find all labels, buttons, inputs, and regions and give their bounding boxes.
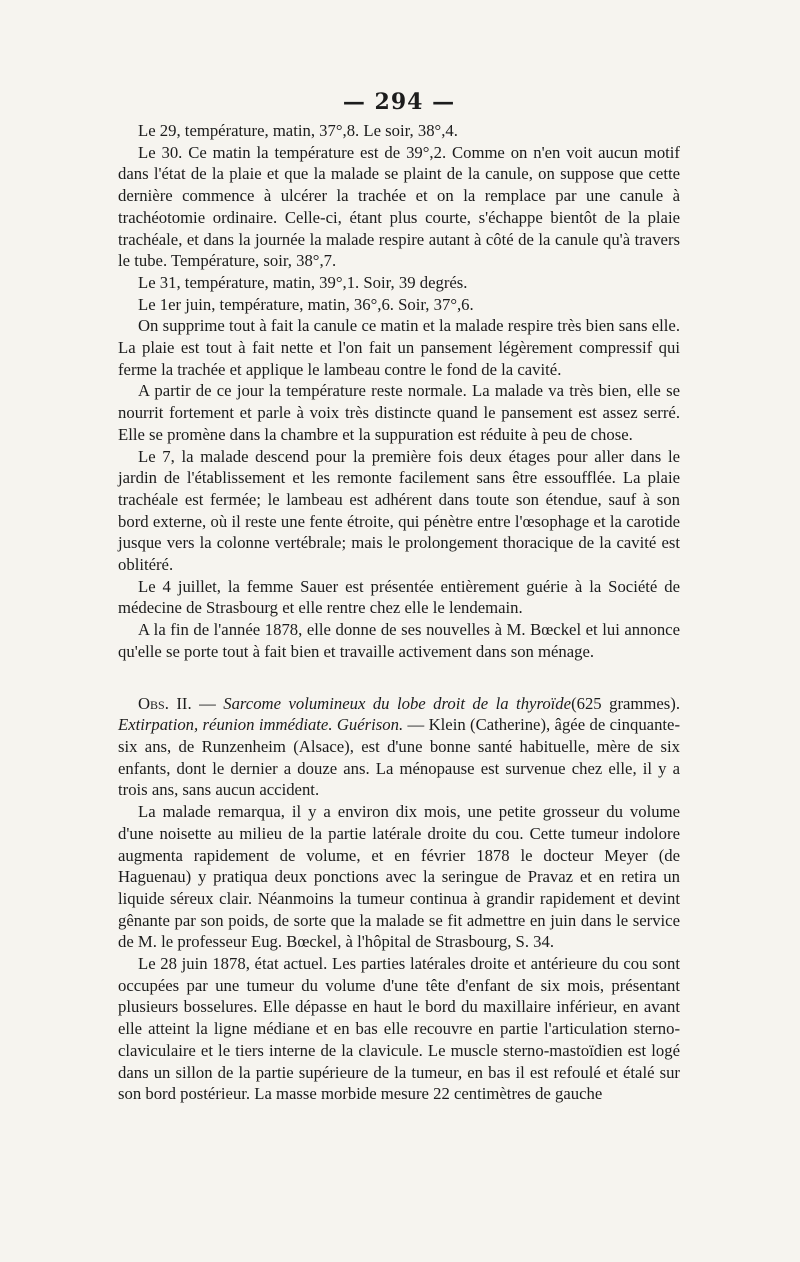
page-number: — 294 —: [342, 89, 456, 115]
paragraph-temp-29: Le 29, température, matin, 37°,8. Le soir, 38°,4.: [138, 121, 458, 140]
paragraph-history: La malade remarqua, il y a environ dix mois, une petite grosseur du volume d'une noisette au milieu de la partie latérale droite du cou. Cette tumeur indolore augmenta rapidement de volume, et en février 1878 le docteur Meyer (de Haguenau) y pratiqua deux ponctions avec la seringue de Pravaz et en retira un liquide séreux clair. Néanmoins la tumeur continua à grandir rapidement et devint gênante par son poids, de sorte que la malade se fit admettre en juin dans le service de M. le professeur Eug. Bœckel, à l'hôpital de Strasbourg, S. 34.: [118, 802, 680, 952]
paragraph-temperature-normal: A partir de ce jour la température reste normale. La malade va très bien, elle se nourrit fortement et parle à voix très distincte quand le pansement est assez serré. Elle se promène dans la chambre et la suppuration est réduite à peu de chose.: [118, 381, 680, 444]
paragraph-june-7: Le 7, la malade descend pour la première fois deux étages pour aller dans le jardin de l'établissement et les remonte facilement sans être essoufflée. La plaie trachéale est fermée; le lambeau est adhérent dans toute son étendue, sauf à son bord externe, où il reste une fente étroite, qui pénètre entre l'œsophage et la carotide jusque vers la colonne vertébrale; mais le prolongement thoracique de la cavité est oblitéré.: [118, 446, 680, 575]
observation-title: Sarcome volumineux du lobe droit de la thyroïde: [223, 693, 572, 713]
paragraph-temp-31: Le 31, température, matin, 39°,1. Soir, 39 degrés.: [138, 272, 468, 292]
observation-procedure: Extirpation, réunion immédiate. Guérison.: [118, 715, 404, 735]
paragraph-temp-30: Le 30. Ce matin la température est de 39°,2. Comme on n'en voit aucun motif dans l'état de la plaie et que la malade se plaint de la canule, on suppose que cette dernière commence à ulcérer la trachée et on la remplace par une canule à trachéotomie ordinaire. Celle-ci, étant plus courte, s'échappe bientôt de la plaie trachéale, et dans la journée la malade respire autant à côté de la canule qu'à travers le tube. Température, soir, 38°,7.: [118, 142, 680, 271]
observation-intro: — Klein (Catherine), âgée de cinquante-six ans, de Runzenheim (Alsace), est d'une bonne santé habituelle, mère de six enfants, dont le dernier a douze ans. La ménopause est survenue chez elle, il y a trois ans, sans aucun accident.: [118, 715, 681, 800]
paragraph-current-state: Le 28 juin 1878, état actuel. Les parties latérales droite et antérieure du cou sont occupées par une tumeur du volume d'une tête d'enfant de six mois, présentant plusieurs bosselures. Elle dépasse en haut le bord du maxillaire inférieur, en avant elle atteint la ligne médiane et en bas elle recouvre en partie l'articulation sterno-claviculaire et le tiers interne de la clavicule. Le muscle sterno-mastoïdien est logé dans un sillon de la partie supérieure de la tumeur, en bas il est refoulé et étalé sur son bord postérieur. La masse morbide mesure 22 centimètres de gauche: [118, 954, 680, 1104]
observation-label: Obs. II. —: [138, 693, 216, 713]
paragraph-canule-removed: On supprime tout à fait la canule ce matin et la malade respire très bien sans elle. La plaie est tout à fait nette et l'on fait un pansement légèrement compressif qui ferme la trachée et applique le lambeau contre le fond de la cavité.: [118, 316, 680, 379]
observation-heading: [118, 693, 680, 802]
paragraph-june-1: Le 1er juin, température, matin, 36°,6. Soir, 37°,6.: [138, 294, 474, 314]
observation-weight: (625 grammes).: [571, 693, 680, 713]
section-gap: [118, 663, 680, 693]
paragraph-end-1878: A la fin de l'année 1878, elle donne de ses nouvelles à M. Bœckel et lui annonce qu'elle se porte tout à fait bien et travaille activement dans son ménage.: [118, 620, 680, 661]
paragraph-july-4: Le 4 juillet, la femme Sauer est présentée entièrement guérie à la Société de médecine de Strasbourg et elle rentre chez elle le lendemain.: [118, 576, 680, 618]
